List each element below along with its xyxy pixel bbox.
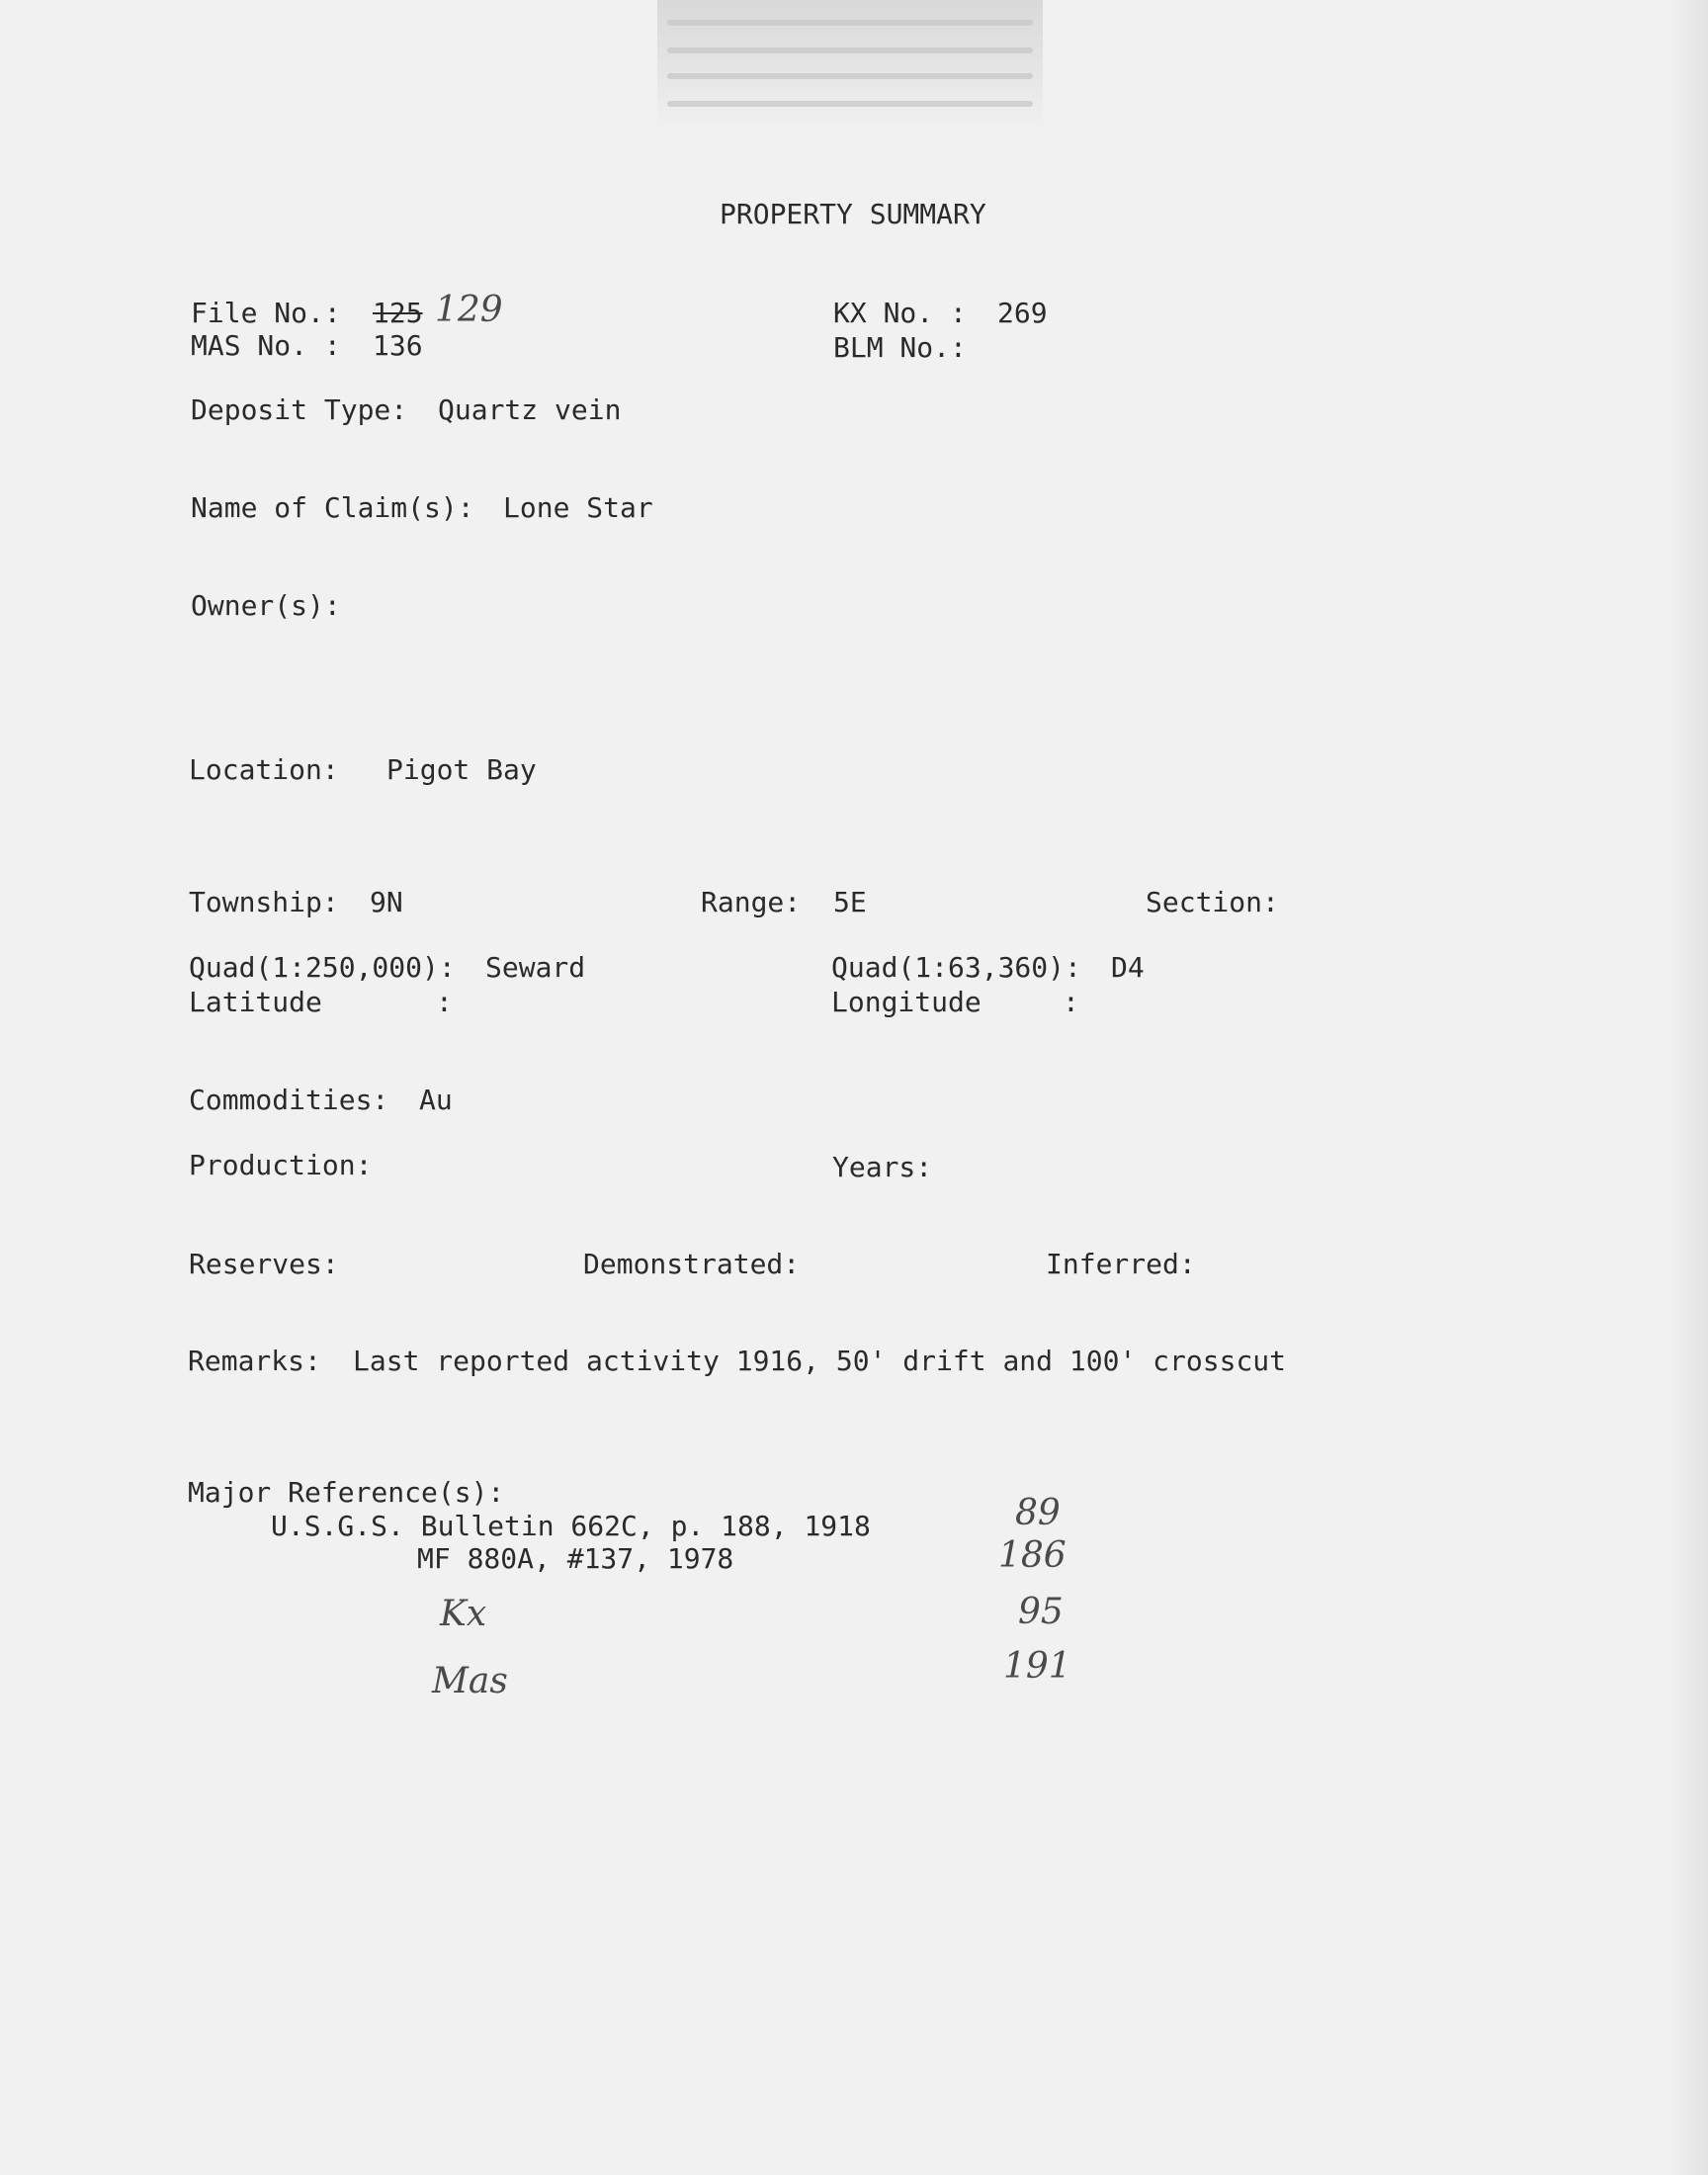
claims-value: Lone Star (503, 491, 653, 524)
reference-item: U.S.G.S. Bulletin 662C, p. 188, 1918 (271, 1510, 871, 1542)
township-label: Township: (189, 886, 339, 918)
handwritten-mas-number: 191 (1003, 1646, 1071, 1687)
commodities-value: Au (419, 1084, 453, 1116)
file-no-struck-value: 125 (373, 297, 423, 329)
reference-handwritten-number: 89 (1015, 1493, 1061, 1533)
handwritten-kx-label: Kx (440, 1594, 487, 1634)
remarks-label: Remarks: (188, 1345, 321, 1377)
latitude-label: Latitude (189, 986, 322, 1018)
mas-no-label: MAS No. : (191, 329, 341, 362)
township-value: 9N (370, 886, 403, 918)
remarks-value: Last reported activity 1916, 50' drift and 100' crosscut (353, 1345, 1287, 1377)
deposit-type-value: Quartz vein (438, 393, 622, 426)
longitude-label: Longitude (831, 986, 982, 1018)
blm-no-label: BLM No.: (833, 331, 967, 364)
page-title: PROPERTY SUMMARY (720, 198, 986, 230)
header-smudge (657, 0, 1043, 129)
references-label: Major Reference(s): (188, 1476, 505, 1509)
quad-250-value: Seward (485, 951, 586, 984)
location-value: Pigot Bay (386, 753, 537, 786)
latitude-colon: : (436, 986, 453, 1018)
commodities-label: Commodities: (189, 1084, 389, 1116)
production-label: Production: (189, 1149, 373, 1181)
file-no-label: File No.: (191, 297, 341, 329)
reserves-label: Reserves: (189, 1248, 339, 1280)
deposit-type-label: Deposit Type: (191, 393, 408, 426)
file-no-handwritten-value: 129 (435, 290, 503, 330)
handwritten-mas-label: Mas (432, 1661, 508, 1701)
handwritten-kx-number: 95 (1018, 1592, 1064, 1632)
section-label: Section: (1146, 886, 1279, 918)
quad-63-label: Quad(1:63,360): (831, 951, 1081, 984)
kx-no-value: 269 (997, 297, 1048, 329)
range-value: 5E (833, 886, 867, 918)
longitude-colon: : (1063, 986, 1079, 1018)
quad-250-label: Quad(1:250,000): (189, 951, 456, 984)
demonstrated-label: Demonstrated: (583, 1248, 801, 1280)
quad-63-value: D4 (1111, 951, 1145, 984)
kx-no-label: KX No. : (833, 297, 967, 329)
reference-item: MF 880A, #137, 1978 (417, 1542, 734, 1575)
location-label: Location: (189, 753, 339, 786)
range-label: Range: (701, 886, 802, 918)
mas-no-value: 136 (373, 329, 423, 362)
years-label: Years: (832, 1151, 933, 1183)
claims-label: Name of Claim(s): (191, 491, 474, 524)
owners-label: Owner(s): (191, 589, 341, 622)
reference-handwritten-number: 186 (998, 1535, 1067, 1576)
paper-edge-shadow (1668, 0, 1708, 2175)
inferred-label: Inferred: (1046, 1248, 1196, 1280)
